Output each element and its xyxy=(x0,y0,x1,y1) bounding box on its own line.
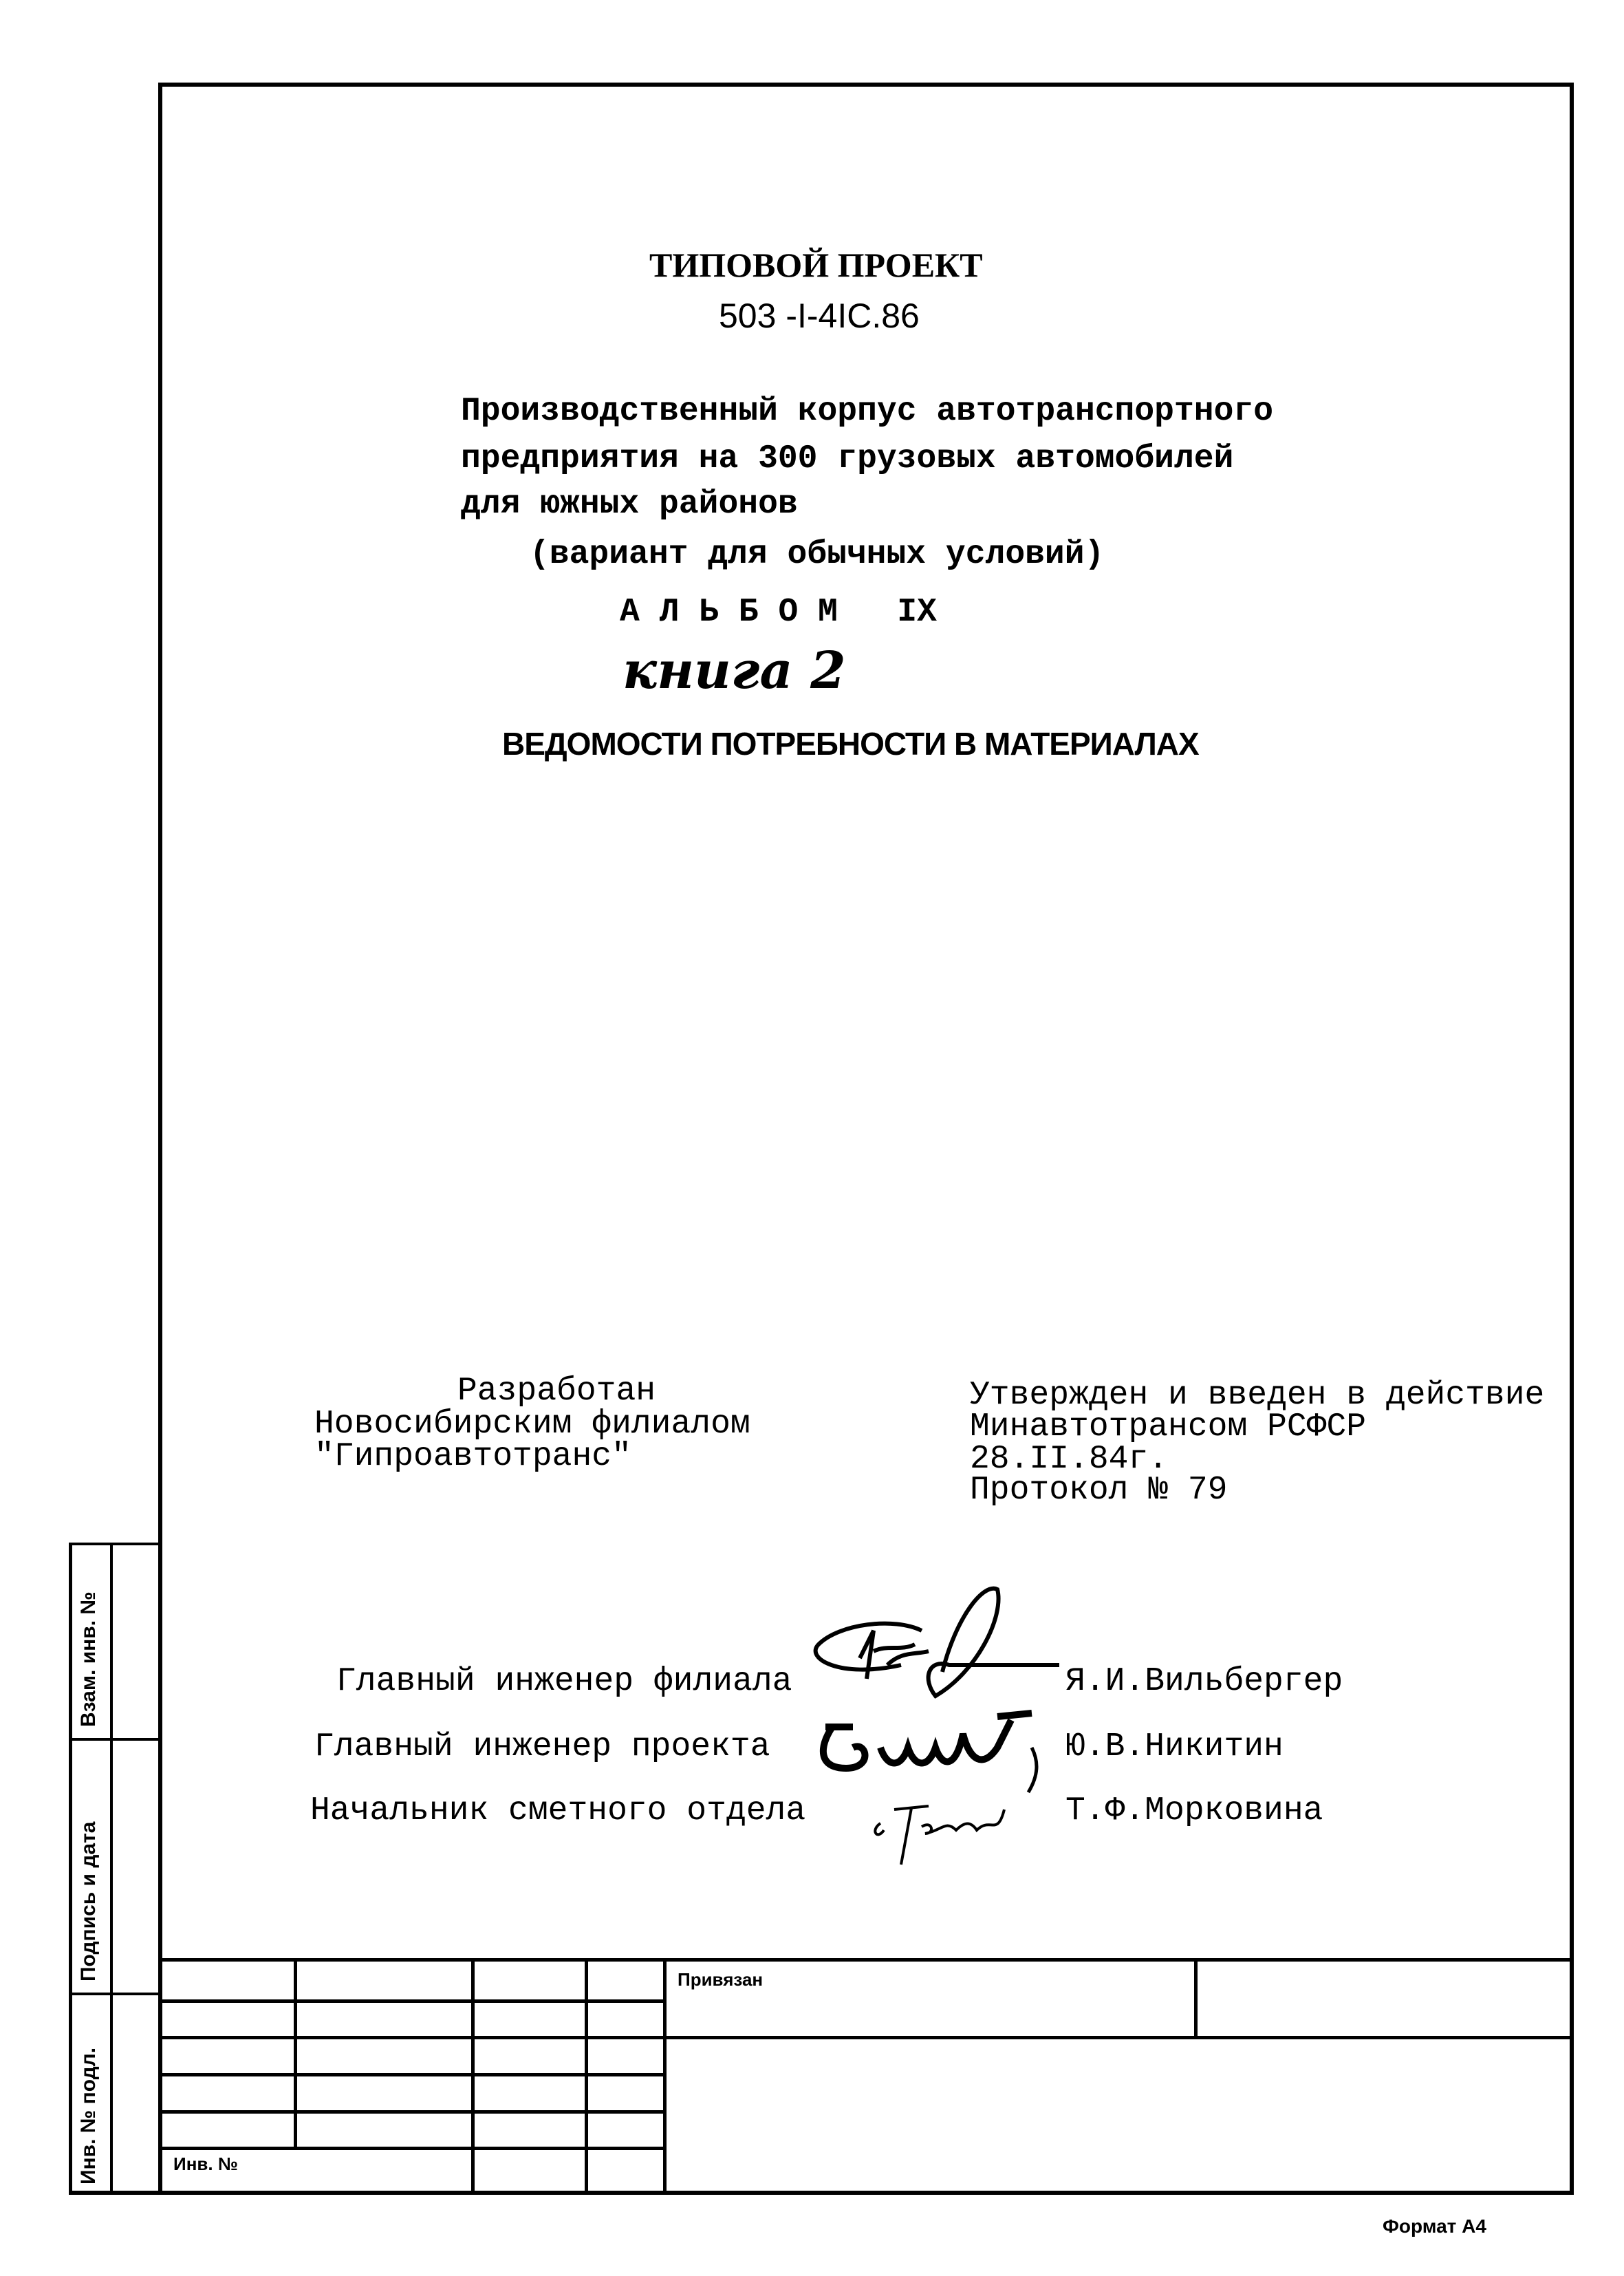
document-title: ВЕДОМОСТИ ПОТРЕБНОСТИ В МАТЕРИАЛАХ xyxy=(502,726,1199,762)
attached-label: Привязан xyxy=(678,1969,764,1990)
frame-left xyxy=(158,83,162,2195)
description-line-4: (вариант для обычных условий) xyxy=(530,536,1105,573)
frame-bottom xyxy=(69,2191,1574,2195)
signatory-role-3: Начальник сметного отдела xyxy=(310,1792,806,1829)
album-number: А Л Ь Б О М IX xyxy=(620,594,937,631)
project-code: 503 -I-4IC.86 xyxy=(719,297,920,335)
side-label-inv-original: Инв. № подл. xyxy=(77,2047,100,2184)
frame-right xyxy=(1570,83,1574,2195)
description-line-2: предприятия на 300 грузовых автомобилей xyxy=(461,440,1234,477)
signatory-role-1: Главный инженер филиала xyxy=(336,1663,792,1700)
approved-line-2: Минавтотрансом РСФСР xyxy=(970,1408,1367,1446)
signatory-name-3: Т.Ф.Морковина xyxy=(1065,1792,1323,1829)
description-line-3: для южных районов xyxy=(461,486,798,523)
signatory-name-1: Я.И.Вильбергер xyxy=(1065,1663,1343,1700)
approved-line-1: Утвержден и введен в действие xyxy=(970,1377,1545,1414)
signature-3 xyxy=(867,1789,1032,1871)
approved-protocol: Протокол № 79 xyxy=(970,1472,1228,1509)
signature-2 xyxy=(812,1706,1066,1796)
paper-format: Формат А4 xyxy=(1383,2215,1486,2237)
frame-top xyxy=(158,83,1574,87)
signatory-name-2: Ю.В.Никитин xyxy=(1065,1728,1284,1765)
approved-date: 28.II.84г. xyxy=(970,1441,1169,1478)
book-number: книга 2 xyxy=(622,641,846,700)
side-label-replaced-inv: Взам. инв. № xyxy=(77,1591,100,1727)
developed-org-2: "Гипроавтотранс" xyxy=(314,1438,631,1475)
inv-number-label: Инв. № xyxy=(173,2154,238,2174)
developed-org-1: Новосибирским филиалом xyxy=(314,1406,750,1443)
project-series: ТИПОВОЙ ПРОЕКТ xyxy=(649,246,983,284)
developed-label: Разработан xyxy=(457,1373,656,1410)
description-line-1: Производственный корпус автотранспортного xyxy=(461,393,1273,430)
signatory-role-2: Главный инженер проекта xyxy=(314,1728,770,1765)
side-label-signature-date: Подпись и дата xyxy=(77,1821,100,1982)
